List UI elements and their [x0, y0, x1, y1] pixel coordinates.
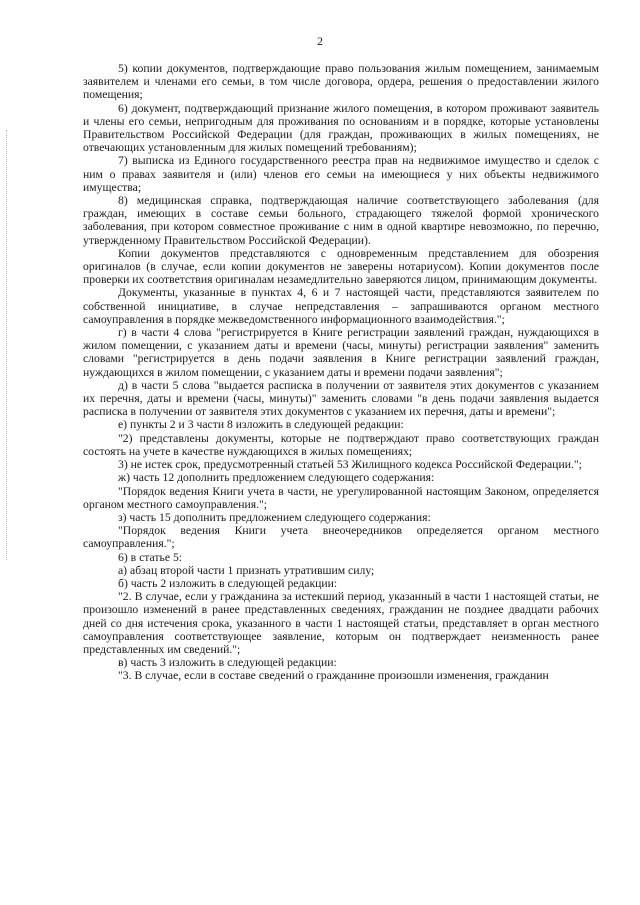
paragraph-item-6: 6) документ, подтверждающий признание жилого помещения, в котором проживают заявитель и члены его семьи, непригодным для проживания по основаниям и в порядке, которые установлены Правительством Российской Федерации (для граждан, проживающих в жилых помещениях, не отвечающих установленным для жилых помещений требованиям); — [83, 101, 599, 155]
paragraph-item-8: 8) медицинская справка, подтверждающая наличие соответствующего заболевания (для граждан, имеющих в составе семьи больного, страдающего тяжелой формой хронического заболевания, при котором совместное проживание с ним в одной квартире невозможно, по перечню, утвержденному Правительством Российской Федерации). — [83, 194, 599, 247]
paragraph-amendment-e: е) пункты 2 и 3 части 8 изложить в следующей редакции: — [118, 418, 404, 432]
paragraph-amendment-g: г) в части 4 слова "регистрируется в Книге регистрации заявлений граждан, нуждающихся в жилом помещении, с указанием даты и времени (часы, минуты) регистрации заявления" заменить словами "регистрируется в день подачи заявления в Книге регистрации заявлений граждан, нуждающихся в жилом помещении, с указанием даты и времени подачи заявления"; — [83, 326, 599, 379]
paragraph-amendment-z: з) часть 15 дополнить предложением следующего содержания: — [118, 510, 431, 524]
paragraph-amendment-v: в) часть 3 изложить в следующей редакции: — [118, 656, 337, 670]
paragraph-amendment-b: б) часть 2 изложить в следующей редакции: — [118, 576, 338, 590]
paragraph-amendment-a: а) абзац второй части 1 признать утратившим силу; — [118, 563, 375, 577]
paragraph-article-5: 6) в статье 5: — [118, 550, 183, 564]
paragraph-point-3: 3) не истек срок, предусмотренный статьей 53 Жилищного кодекса Российской Федерации."; — [118, 458, 582, 472]
paragraph-documents: Документы, указанные в пунктах 4, 6 и 7 настоящей части, представляются заявителем по собственной инициативе, в случае непредставления – запрашиваются органом местного самоуправления в порядке межведомственного информационного взаимодействия."; — [83, 286, 599, 326]
paragraph-item-5: 5) копии документов, подтверждающие право пользования жилым помещением, занимаемым заявителем и членами его семьи, в том числе договора, ордера, решения о предоставлении жилого помещения; — [83, 62, 599, 102]
page-number: 2 — [317, 34, 323, 48]
paragraph-item-7: 7) выписка из Единого государственного реестра прав на недвижимое имущество и сделок с ним о правах заявителя и (или) членов его семьи на имеющиеся у них объекты недвижимого имущества; — [83, 154, 599, 194]
paragraph-copies: Копии документов представляются с одновременным представлением для обозрения оригиналов (в случае, если копии документов не заверены нотариусом). Копии документов после проверки их соответствия оригиналам незамедлительно заверяются лицом, принимающим документы. — [83, 246, 599, 287]
paragraph-book-extraordinary: "Порядок ведения Книги учета внеочередников определяется органом местного самоуправления."; — [83, 524, 599, 551]
scan-margin-line — [6, 130, 7, 560]
paragraph-part-2-text: "2. В случае, если у гражданина за истекший период, указанный в части 1 настоящей статьи, не произошло изменений в ранее представленных сведениях, гражданин не позднее двадцати рабочих дней со дня истечения срока, указанного в части 1 настоящей статьи, представляет в орган местного самоуправления соответствующее заявление, которым он подтверждает неизменность ранее представленных им сведений."; — [83, 590, 599, 656]
paragraph-amendment-d: д) в части 5 слова "выдается расписка в получении от заявителя этих документов с указанием их перечня, даты и времени (часы, минуты)" заменить словами "в день подачи заявления выдается расписка в получении от заявителя этих документов с указанием их перечня, даты и времени"; — [83, 378, 599, 419]
paragraph-point-2: "2) представлены документы, которые не подтверждают право соответствующих граждан состоять на учете в качестве нуждающихся в жилых помещениях; — [83, 431, 599, 458]
document-body — [83, 62, 599, 683]
paragraph-part-3-text: "3. В случае, если в составе сведений о гражданине произошли изменения, гражданин — [118, 669, 549, 683]
paragraph-amendment-zh: ж) часть 12 дополнить предложением следующего содержания: — [118, 471, 435, 485]
paragraph-book-order: "Порядок ведения Книги учета в части, не урегулированной настоящим Законом, определяется органом местного самоуправления."; — [83, 484, 599, 511]
